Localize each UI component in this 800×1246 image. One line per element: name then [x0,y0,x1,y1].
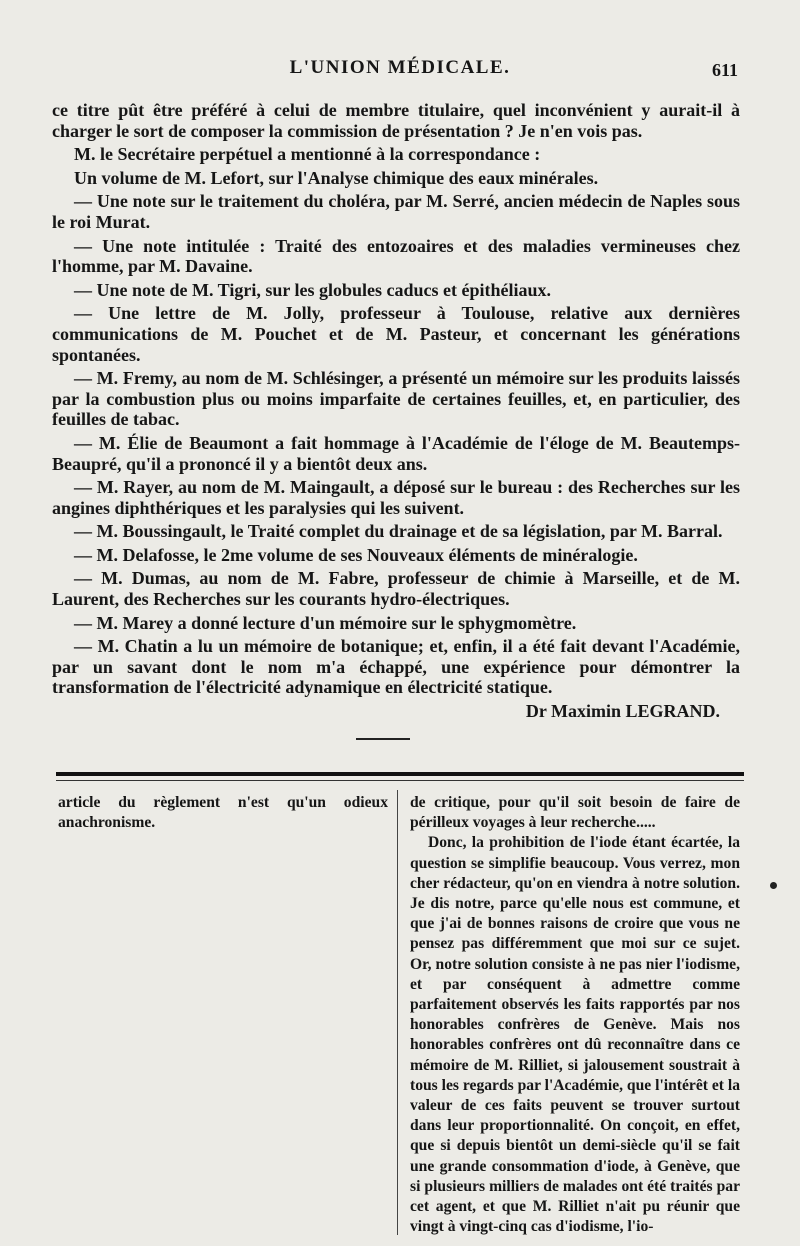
paragraph: — M. Rayer, au nom de M. Maingault, a déposé sur le bureau : des Recherches sur les angines diphthériques et les paralysies qui les suivent. [52,477,740,518]
signature: Dr Maximin LEGRAND. [525,701,720,722]
paragraph: — Une note de M. Tigri, sur les globules caducs et épithéliaux. [74,279,552,300]
left-column [58,793,388,833]
paragraph: — M. Marey a donné lecture d'un mémoire sur le sphygmomètre. [74,612,577,633]
paragraph: — M. Fremy, au nom de M. Schlésinger, a présenté un mémoire sur les produits laissés par la combustion plus ou moins imparfaite de certaines feuilles, et, en particulier, des feuilles de tabac. [52,368,740,430]
running-head: L'UNION MÉDICALE. [289,57,511,78]
top-section [52,100,740,722]
paragraph: de critique, pour qu'il soit besoin de faire de périlleux voyages à leur recherche..... [410,794,740,832]
column-divider [397,790,398,1235]
paragraph: — M. Élie de Beaumont a fait hommage à l'Académie de l'éloge de M. Beautemps-Beaupré, qu'il a prononcé il y a bientôt deux ans. [52,432,740,474]
paragraph: — Une note intitulée : Traité des entozoaires et des maladies vermineuses chez l'homme, par M. Davaine. [52,235,740,277]
paragraph: — M. Dumas, au nom de M. Fabre, professeur de chimie à Marseille, et de M. Laurent, des Recherches sur les courants hydro-électriques. [52,568,740,610]
short-separator [356,738,410,740]
paragraph: — M. Boussingault, le Traité complet du drainage et de sa législation, par M. Barral. [74,521,723,542]
paragraph: — Une lettre de M. Jolly, professeur à Toulouse, relative aux dernières communications de M. Pouchet et de M. Pasteur, et concernant les générations spontanées. [52,303,740,365]
paragraph: Un volume de M. Lefort, sur l'Analyse chimique des eaux minérales. [74,167,599,188]
paragraph: Donc, la prohibition de l'iode étant écartée, la question se simplifie beaucoup. Vous verrez, mon cher rédacteur, qu'on en viendra à notre solution. Je dis notre, parce qu'elle nous est commune, et que j'ai de bonnes raisons de croire que vous ne pensez pas différemment que moi sur ce sujet. Or, notre solution consiste à ne pas nier l'iodisme, et par conséquent à admettre comme parfaitement observés les faits rapportés par nos honorables confrères de Genève. Mais nos honorables confrères ont dû reconnaître dans ce mémoire de M. Rilliet, si jalousement soustrait à tous les regards par l'Académie, que l'intérêt et la valeur de ces faits peuvent se trouver surtout dans leur proportionnalité. On conçoit, en effet, que si depuis bientôt un demi-siècle qu'il se fait une grande consommation d'iode, à Genève, que si plusieurs milliers de malades ont été traités par cet agent, et que M. Rilliet n'ait pu réunir que vingt à vingt-cinq cas d'iodisme, l'io- [410,834,740,1236]
page-number: 611 [711,60,738,80]
thick-rule [56,772,744,776]
paragraph: article du règlement n'est qu'un odieux anachronisme. [58,794,388,832]
paragraph: — M. Chatin a lu un mémoire de botanique; et, enfin, il a été fait devant l'Académie, par un savant dont le nom m'a échappé, une expérience pour démontrer la transformation de l'électricité adynamique en électricité statique. [52,636,740,698]
paragraph: — M. Delafosse, le 2me volume de ses Nouveaux éléments de minéralogie. [74,544,638,565]
paragraph: ce titre pût être préféré à celui de membre titulaire, quel inconvénient y aurait-il à charger le sort de composer la commission de présentation ? Je n'en vois pas. [52,100,740,141]
margin-mark [770,882,777,889]
right-column [410,793,740,1237]
thin-rule [56,780,744,781]
paragraph: M. le Secrétaire perpétuel a mentionné à la correspondance : [74,144,541,165]
paragraph: — Une note sur le traitement du choléra, par M. Serré, ancien médecin de Naples sous le roi Murat. [52,191,740,232]
